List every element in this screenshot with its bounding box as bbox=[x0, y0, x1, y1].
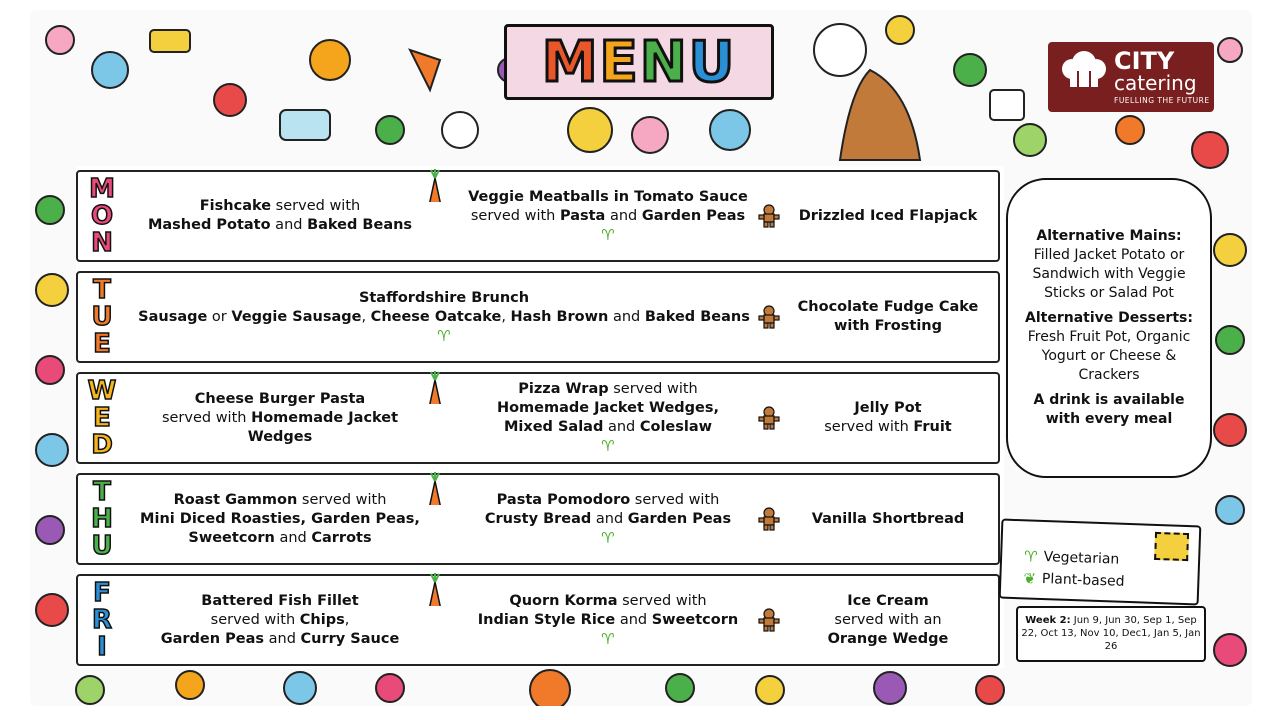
vegetarian-icon: ♈ bbox=[601, 437, 615, 455]
menu-line bbox=[824, 418, 951, 437]
main-dish bbox=[130, 576, 430, 664]
city-catering-logo bbox=[1048, 42, 1214, 112]
chef-hat-icon bbox=[1054, 49, 1110, 105]
day-letter: T bbox=[93, 274, 111, 305]
menu-text: or bbox=[207, 308, 232, 325]
menu-text: served with bbox=[617, 592, 707, 609]
menu-text: with Frosting bbox=[834, 318, 942, 334]
day-letter: T bbox=[93, 476, 111, 507]
main-dish bbox=[130, 374, 430, 462]
menu-text: Homemade Jacket Wedges, bbox=[496, 400, 720, 416]
menu-line bbox=[201, 592, 358, 611]
week-label: Week 2: bbox=[1025, 615, 1071, 626]
legend-plant-based: Plant-based bbox=[1041, 570, 1125, 590]
menu-line bbox=[161, 630, 400, 649]
alternative-desserts-title: Alternative Desserts: bbox=[1025, 310, 1193, 326]
menu-text: Veggie Sausage bbox=[231, 308, 362, 325]
day-letter: M bbox=[89, 173, 115, 204]
week-dates-box bbox=[1016, 606, 1206, 662]
day-row-fri bbox=[76, 574, 1000, 666]
alternatives-box bbox=[1006, 178, 1212, 478]
menu-text: Cheese Burger Pasta bbox=[194, 390, 366, 407]
menu-text: Pizza Wrap bbox=[518, 381, 609, 397]
menu-line bbox=[812, 510, 965, 529]
main-dish bbox=[130, 273, 758, 361]
vegetarian-dish bbox=[458, 172, 758, 260]
menu-line bbox=[468, 188, 748, 207]
menu-text: and bbox=[264, 630, 301, 647]
menu-text: Garden Peas bbox=[641, 207, 746, 224]
day-letter: E bbox=[93, 402, 111, 433]
vegetarian-dish bbox=[458, 475, 758, 563]
menu-text: Chips bbox=[299, 611, 345, 628]
menu-line bbox=[478, 611, 738, 630]
menu-text: Orange Wedge bbox=[827, 630, 949, 647]
carrot-icon bbox=[426, 168, 444, 202]
vegetarian-icon: ♈ bbox=[601, 629, 615, 648]
menu-text: and bbox=[605, 207, 642, 224]
day-letter: H bbox=[91, 503, 113, 534]
menu-text: and bbox=[608, 308, 645, 325]
day-letter: N bbox=[91, 227, 113, 258]
menu-text: served with bbox=[161, 409, 252, 426]
menu-text: Cheese Oatcake bbox=[370, 308, 502, 325]
carrot-icon bbox=[426, 471, 444, 505]
gingerbread-icon bbox=[758, 406, 780, 430]
menu-text: Carrots bbox=[311, 529, 372, 546]
menu-text: Hash Brown bbox=[510, 308, 609, 325]
menu-line bbox=[359, 289, 529, 308]
menu-text: served with bbox=[630, 491, 720, 508]
menu-text: Indian Style Rice bbox=[477, 611, 616, 628]
menu-line bbox=[211, 611, 350, 630]
stamp-icon bbox=[1154, 532, 1189, 561]
menu-line bbox=[834, 611, 941, 630]
menu-line bbox=[174, 491, 387, 510]
menu-title-letter: M bbox=[541, 29, 600, 95]
day-label bbox=[80, 374, 124, 462]
menu-text: Coleslaw bbox=[639, 419, 713, 435]
day-label bbox=[80, 172, 124, 260]
day-row-tue bbox=[76, 271, 1000, 363]
menu-text: , bbox=[344, 611, 350, 628]
menu-line bbox=[798, 298, 979, 317]
day-letter: I bbox=[97, 631, 107, 662]
menu-text: served with bbox=[297, 491, 387, 508]
gingerbread-icon bbox=[758, 507, 780, 531]
menu-text: Fruit bbox=[913, 419, 952, 435]
dessert bbox=[778, 576, 998, 664]
main-dish bbox=[130, 172, 430, 260]
menu-text: Sweetcorn bbox=[651, 611, 739, 628]
day-row-wed bbox=[76, 372, 1000, 464]
menu-text: served with bbox=[608, 381, 698, 397]
menu-text: Pasta bbox=[559, 207, 606, 224]
menu-line bbox=[130, 409, 430, 447]
menu-text: Jelly Pot bbox=[854, 400, 922, 416]
vegetarian-icon: ♈ bbox=[1023, 547, 1038, 566]
menu-line bbox=[828, 630, 949, 649]
menu-line bbox=[471, 207, 745, 226]
day-letter: F bbox=[93, 577, 111, 608]
day-letter: R bbox=[91, 604, 113, 635]
menu-title-letter: N bbox=[639, 29, 689, 95]
gingerbread-icon bbox=[758, 608, 780, 632]
menu-line bbox=[195, 390, 365, 409]
day-letter: D bbox=[91, 429, 113, 460]
menu-text: and bbox=[615, 611, 652, 628]
menu-title-letter: U bbox=[688, 29, 737, 95]
dessert bbox=[778, 374, 998, 462]
menu-text: Crusty Bread bbox=[484, 510, 592, 527]
menu-title bbox=[542, 30, 736, 95]
menu-line bbox=[140, 510, 420, 529]
menu-text: Baked Beans bbox=[644, 308, 750, 325]
menu-text: and bbox=[274, 529, 312, 546]
menu-line bbox=[138, 308, 750, 327]
menu-text: Ice Cream bbox=[847, 592, 929, 609]
menu-text: Veggie Meatballs in Tomato Sauce bbox=[468, 188, 748, 205]
week-dates: Jun 9, Jun 30, Sep 1, Sep 22, Oct 13, Nov 10, Dec1, Jan 5, Jan 26 bbox=[1021, 615, 1201, 652]
carrot-icon bbox=[426, 572, 444, 606]
menu-line bbox=[847, 592, 928, 611]
menu-text: Mashed Potato bbox=[147, 217, 271, 233]
dessert bbox=[778, 172, 998, 260]
menu-line bbox=[518, 380, 698, 399]
menu-text: Baked Beans bbox=[307, 217, 413, 233]
menu-text: served with bbox=[210, 611, 300, 628]
menu-text: Chocolate Fudge Cake bbox=[797, 299, 979, 315]
logo-name-bottom: catering bbox=[1114, 71, 1197, 96]
alternative-desserts bbox=[1018, 309, 1200, 385]
menu-text: served with bbox=[824, 419, 914, 435]
logo-tagline: FUELLING THE FUTURE bbox=[1114, 96, 1210, 106]
menu-title-letter: E bbox=[599, 29, 640, 95]
menu-text: , bbox=[361, 308, 371, 325]
menu-text: served with bbox=[271, 198, 361, 214]
menu-line bbox=[854, 399, 921, 418]
menu-text: Quorn Korma bbox=[509, 592, 618, 609]
menu-text: and bbox=[270, 217, 308, 233]
menu-text: served with bbox=[470, 207, 560, 224]
menu-line bbox=[509, 592, 706, 611]
menu-line bbox=[200, 197, 360, 216]
alternative-mains-text: Filled Jacket Potato or Sandwich with Veggie Sticks or Salad Pot bbox=[1032, 247, 1186, 301]
carrot-icon bbox=[426, 370, 444, 404]
menu-text: and bbox=[591, 510, 628, 527]
vegetarian-icon: ♈ bbox=[437, 326, 451, 345]
menu-text: served with an bbox=[834, 611, 942, 628]
menu-line bbox=[799, 207, 978, 226]
legend-card bbox=[999, 519, 1202, 606]
menu-line bbox=[504, 418, 712, 437]
dessert bbox=[778, 273, 998, 361]
menu-text: Roast Gammon bbox=[173, 491, 298, 508]
alternative-desserts-text: Fresh Fruit Pot, Organic Yogurt or Cheese & Crackers bbox=[1027, 329, 1191, 383]
menu-text: Garden Peas bbox=[627, 510, 732, 527]
vegetarian-dish bbox=[458, 576, 758, 664]
drink-note: A drink is available with every meal bbox=[1033, 392, 1185, 427]
day-label bbox=[80, 475, 124, 563]
menu-text: Drizzled Iced Flapjack bbox=[798, 207, 978, 224]
alternative-mains-title: Alternative Mains: bbox=[1036, 228, 1182, 244]
day-letter: O bbox=[90, 200, 114, 231]
main-dish bbox=[130, 475, 430, 563]
day-row-mon bbox=[76, 170, 1000, 262]
menu-line bbox=[834, 317, 942, 336]
gingerbread-icon bbox=[758, 204, 780, 228]
menu-line bbox=[148, 216, 412, 235]
plant-based-icon: ❦ bbox=[1023, 569, 1037, 588]
day-letter: W bbox=[87, 375, 117, 406]
menu-line bbox=[497, 399, 719, 418]
logo-name-top: CITY bbox=[1114, 47, 1175, 76]
menu-line bbox=[497, 491, 720, 510]
day-letter: U bbox=[91, 301, 113, 332]
dessert bbox=[778, 475, 998, 563]
menu-text: and bbox=[603, 419, 640, 435]
day-label bbox=[80, 576, 124, 664]
menu-text: Staffordshire Brunch bbox=[358, 289, 530, 306]
menu-title-box bbox=[504, 24, 774, 100]
vegetarian-icon: ♈ bbox=[601, 225, 615, 244]
menu-text: Sausage bbox=[138, 308, 208, 325]
menu-text: Mixed Salad bbox=[503, 419, 604, 435]
day-label bbox=[80, 273, 124, 361]
menu-text: Mini Diced Roasties, Garden Peas, bbox=[140, 510, 420, 527]
menu-text: Battered Fish Fillet bbox=[201, 592, 359, 609]
menu-text: Homemade Jacket Wedges bbox=[247, 409, 399, 445]
menu-line bbox=[188, 529, 371, 548]
day-row-thu bbox=[76, 473, 1000, 565]
menu-text: Curry Sauce bbox=[300, 630, 400, 647]
vegetarian-icon: ♈ bbox=[601, 528, 615, 547]
gingerbread-icon bbox=[758, 305, 780, 329]
menu-text: Garden Peas bbox=[160, 630, 265, 647]
menu-text: Pasta Pomodoro bbox=[496, 491, 631, 508]
day-letter: U bbox=[91, 530, 113, 561]
vegetarian-dish bbox=[458, 374, 758, 462]
menu-text: Fishcake bbox=[199, 198, 272, 214]
menu-line bbox=[485, 510, 731, 529]
legend-vegetarian: Vegetarian bbox=[1043, 549, 1120, 568]
menu-text: Vanilla Shortbread bbox=[811, 510, 965, 527]
menu-text: , bbox=[501, 308, 511, 325]
day-letter: E bbox=[93, 328, 111, 359]
menu-text: Sweetcorn bbox=[188, 529, 275, 546]
